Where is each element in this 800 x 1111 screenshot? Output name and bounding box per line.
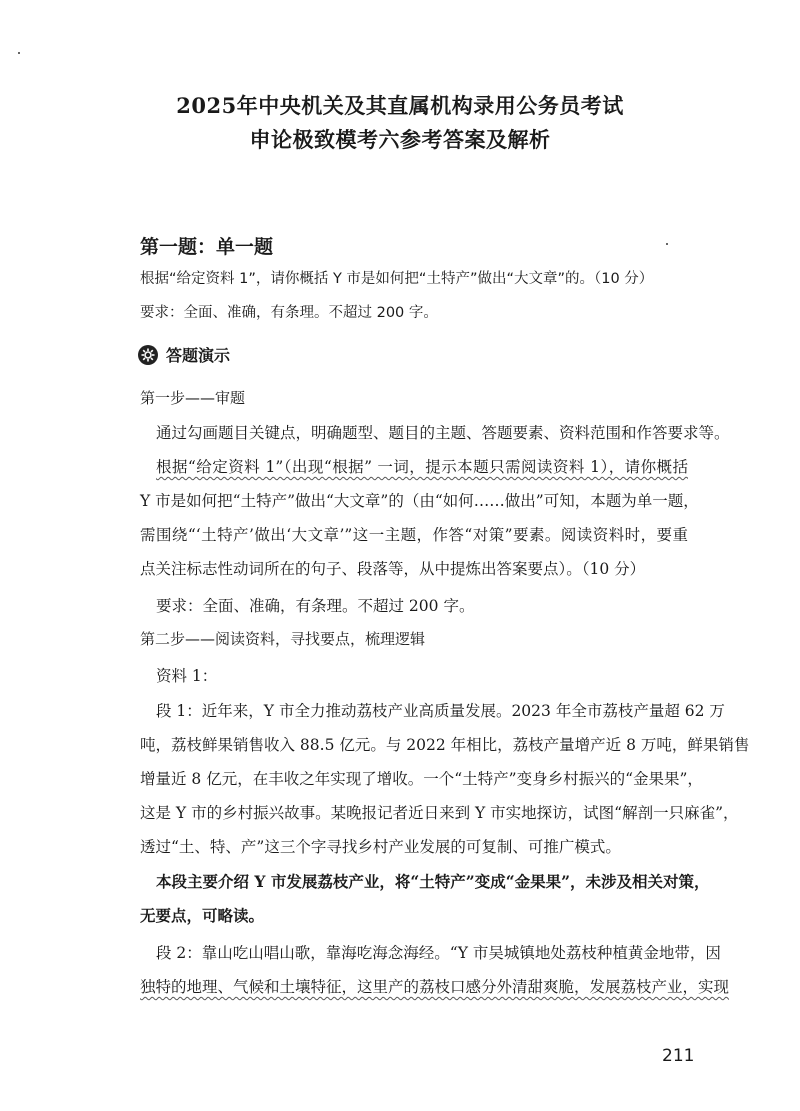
answer-demo-heading [138, 343, 230, 366]
step1-heading: 第一步——审题 [140, 389, 246, 407]
paragraph-line: 增量近 8 亿元，在丰收之年实现了增收。一个“土特产”变身乡村振兴的“金果果”， [140, 770, 703, 788]
step1-intro: 通过勾画题目关键点，明确题型、题目的主题、答题要素、资料范围和作答要求等。 [156, 424, 730, 442]
step1-analysis-line: 需围绕“‘土特产’做出‘大文章’”这一主题，作答“对策”要素。阅读资料时，要重 [140, 526, 688, 544]
gear-icon [138, 345, 158, 365]
step1-requirement: 要求：全面、准确，有条理。不超过 200 字。 [156, 597, 475, 615]
scan-speck [666, 243, 668, 245]
step1-analysis-line: Y 市是如何把“土特产”做出“大文章”的（由“如何……做出”可知，本题为单一题， [140, 492, 699, 510]
paragraph-text: 独特的地理、气候和土壤特征，这里产的荔枝口感分外清甜爽脆，发展荔枝产业，实现 [140, 978, 730, 996]
step2-heading: 第二步——阅读资料，寻找要点，梳理逻辑 [140, 630, 426, 648]
paragraph-line: 段 2：靠山吃山唱山歌，靠海吃海念海经。“Y 市吴城镇地处荔枝种植黄金地带，因 [156, 944, 721, 962]
page-number: 211 [662, 1046, 695, 1066]
paragraph-line: 段 1：近年来，Y 市全力推动荔枝产业高质量发展。2023 年全市荔枝产量超 62 万 [156, 702, 725, 720]
answer-demo-label: 答题演示 [166, 346, 231, 365]
question-heading: 第一题：单一题 [140, 236, 274, 258]
paragraph-line: 这是 Y 市的乡村振兴故事。某晚报记者近日来到 Y 市实地探访，试图“解剖一只麻雀”， [140, 804, 739, 822]
paragraph-line [140, 975, 730, 997]
step1-analysis-text: 根据“给定资料 1”（出现“根据” 一词，提示本题只需阅读资料 1），请你概括 [156, 458, 688, 476]
document-title-line-1: 2025年中央机关及其直属机构录用公务员考试 [176, 93, 624, 118]
document-title-line-2: 申论极致模考六参考答案及解析 [249, 127, 551, 152]
paragraph-note-line: 本段主要介绍 Y 市发展荔枝产业，将“土特产”变成“金果果”，未涉及相关对策， [156, 872, 710, 891]
scan-speck [18, 52, 20, 54]
material-label: 资料 1： [156, 667, 218, 685]
question-prompt: 根据“给定资料 1”，请你概括 Y 市是如何把“土特产”做出“大文章”的。（10 分） [140, 271, 654, 287]
paragraph-line: 透过“土、特、产”这三个字寻找乡村产业发展的可复制、可推广模式。 [140, 838, 621, 856]
step1-analysis-line: 点关注标志性动词所在的句子、段落等，从中提炼出答案要点）。（10 分） [140, 560, 646, 578]
paragraph-note-line: 无要点，可略读。 [140, 906, 265, 925]
question-requirement: 要求：全面、准确，有条理。不超过 200 字。 [140, 305, 438, 321]
step1-analysis-line [156, 455, 688, 477]
paragraph-line: 吨，荔枝鲜果销售收入 88.5 亿元。与 2022 年相比，荔枝产量增产近 8 万吨，鲜果销售 [140, 736, 750, 754]
